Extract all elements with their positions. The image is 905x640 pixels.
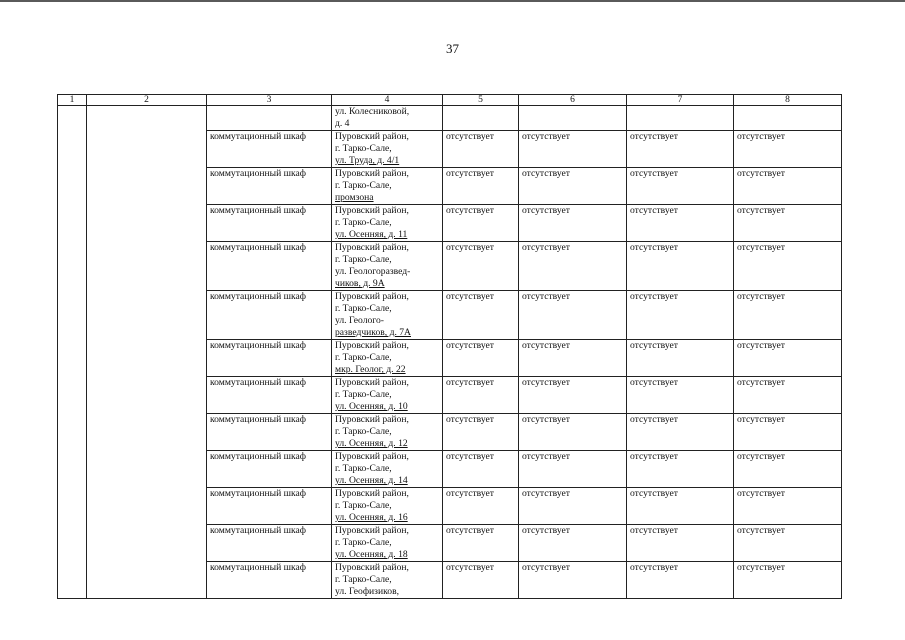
address-line: г. Тарко-Сале, xyxy=(335,254,392,265)
column-6-cell: отсутствует xyxy=(519,377,627,414)
address-cell xyxy=(332,205,443,242)
column-5-cell: отсутствует xyxy=(443,562,519,599)
address-cell xyxy=(332,340,443,377)
address-line: Пуровский район, xyxy=(335,414,409,425)
column-1-cell xyxy=(58,106,87,599)
column-7-cell: отсутствует xyxy=(627,488,734,525)
address-cell xyxy=(332,291,443,340)
address-line: чиков, д. 9А xyxy=(335,278,385,289)
address-line: ул. Колесниковой, xyxy=(335,106,410,117)
header-cell-3: 3 xyxy=(207,95,332,106)
address-line: Пуровский район, xyxy=(335,451,409,462)
column-7-cell xyxy=(627,106,734,131)
address-line: г. Тарко-Сале, xyxy=(335,426,392,437)
address-line: г. Тарко-Сале, xyxy=(335,500,392,511)
column-5-cell: отсутствует xyxy=(443,131,519,168)
column-7-cell: отсутствует xyxy=(627,562,734,599)
column-8-cell: отсутствует xyxy=(734,562,842,599)
column-8-cell: отсутствует xyxy=(734,205,842,242)
header-cell-4: 4 xyxy=(332,95,443,106)
column-5-cell xyxy=(443,106,519,131)
type-cell: коммутационный шкаф xyxy=(207,242,332,291)
type-cell: коммутационный шкаф xyxy=(207,525,332,562)
column-7-cell: отсутствует xyxy=(627,340,734,377)
header-cell-5: 5 xyxy=(443,95,519,106)
column-5-cell: отсутствует xyxy=(443,340,519,377)
column-7-cell: отсутствует xyxy=(627,291,734,340)
address-line: Пуровский район, xyxy=(335,340,409,351)
column-5-cell: отсутствует xyxy=(443,291,519,340)
address-line: промзона xyxy=(335,192,374,203)
column-2-cell xyxy=(87,106,207,599)
address-line: Пуровский район, xyxy=(335,488,409,499)
header-cell-7: 7 xyxy=(627,95,734,106)
column-8-cell: отсутствует xyxy=(734,377,842,414)
column-5-cell: отсутствует xyxy=(443,525,519,562)
address-line: г. Тарко-Сале, xyxy=(335,217,392,228)
address-line: ул. Труда, д. 4/1 xyxy=(335,155,400,166)
column-5-cell: отсутствует xyxy=(443,205,519,242)
column-8-cell: отсутствует xyxy=(734,488,842,525)
address-line: ул. Геолого- xyxy=(335,315,384,326)
type-cell xyxy=(207,106,332,131)
column-7-cell: отсутствует xyxy=(627,525,734,562)
address-line: разведчиков, д. 7А xyxy=(335,327,411,338)
address-line: Пуровский район, xyxy=(335,205,409,216)
address-line: ул. Осенняя, д. 10 xyxy=(335,401,408,412)
column-7-cell: отсутствует xyxy=(627,414,734,451)
type-cell: коммутационный шкаф xyxy=(207,377,332,414)
column-6-cell: отсутствует xyxy=(519,414,627,451)
address-cell xyxy=(332,377,443,414)
column-6-cell: отсутствует xyxy=(519,340,627,377)
type-cell: коммутационный шкаф xyxy=(207,451,332,488)
address-cell xyxy=(332,168,443,205)
column-8-cell xyxy=(734,106,842,131)
column-8-cell: отсутствует xyxy=(734,242,842,291)
column-5-cell: отсутствует xyxy=(443,414,519,451)
header-cell-8: 8 xyxy=(734,95,842,106)
address-line: г. Тарко-Сале, xyxy=(335,303,392,314)
address-line: Пуровский район, xyxy=(335,131,409,142)
column-6-cell: отсутствует xyxy=(519,242,627,291)
table-body xyxy=(58,95,842,599)
address-line: г. Тарко-Сале, xyxy=(335,180,392,191)
header-cell-1: 1 xyxy=(58,95,87,106)
column-7-cell: отсутствует xyxy=(627,377,734,414)
column-6-cell: отсутствует xyxy=(519,168,627,205)
address-line: г. Тарко-Сале, xyxy=(335,537,392,548)
top-border-line xyxy=(0,0,905,2)
type-cell: коммутационный шкаф xyxy=(207,291,332,340)
column-8-cell: отсутствует xyxy=(734,168,842,205)
column-6-cell xyxy=(519,106,627,131)
address-line: Пуровский район, xyxy=(335,525,409,536)
address-cell xyxy=(332,451,443,488)
address-line: ул. Геологоразвед- xyxy=(335,266,411,277)
column-6-cell: отсутствует xyxy=(519,488,627,525)
address-cell xyxy=(332,414,443,451)
column-5-cell: отсутствует xyxy=(443,451,519,488)
column-8-cell: отсутствует xyxy=(734,414,842,451)
column-8-cell: отсутствует xyxy=(734,131,842,168)
column-8-cell: отсутствует xyxy=(734,340,842,377)
address-cell xyxy=(332,131,443,168)
address-cell xyxy=(332,106,443,131)
page-number: 37 xyxy=(446,41,459,56)
column-6-cell: отсутствует xyxy=(519,205,627,242)
column-5-cell: отсутствует xyxy=(443,242,519,291)
type-cell: коммутационный шкаф xyxy=(207,168,332,205)
address-line: Пуровский район, xyxy=(335,168,409,179)
address-line: д. 4 xyxy=(335,118,350,129)
type-cell: коммутационный шкаф xyxy=(207,205,332,242)
type-cell: коммутационный шкаф xyxy=(207,340,332,377)
address-line: г. Тарко-Сале, xyxy=(335,143,392,154)
address-line: Пуровский район, xyxy=(335,291,409,302)
address-cell xyxy=(332,562,443,599)
column-5-cell: отсутствует xyxy=(443,377,519,414)
column-7-cell: отсутствует xyxy=(627,168,734,205)
address-cell xyxy=(332,525,443,562)
type-cell: коммутационный шкаф xyxy=(207,562,332,599)
column-5-cell: отсутствует xyxy=(443,488,519,525)
address-line: г. Тарко-Сале, xyxy=(335,463,392,474)
column-6-cell: отсутствует xyxy=(519,131,627,168)
column-6-cell: отсутствует xyxy=(519,525,627,562)
header-cell-6: 6 xyxy=(519,95,627,106)
column-7-cell: отсутствует xyxy=(627,205,734,242)
address-cell xyxy=(332,488,443,525)
address-line: ул. Геофизиков, xyxy=(335,586,400,597)
address-line: ул. Осенняя, д. 16 xyxy=(335,512,408,523)
address-line: ул. Осенняя, д. 18 xyxy=(335,549,408,560)
address-line: ул. Осенняя, д. 11 xyxy=(335,229,408,240)
address-line: г. Тарко-Сале, xyxy=(335,352,392,363)
address-line: мкр. Геолог, д. 22 xyxy=(335,364,406,375)
column-7-cell: отсутствует xyxy=(627,242,734,291)
column-7-cell: отсутствует xyxy=(627,451,734,488)
type-cell: коммутационный шкаф xyxy=(207,131,332,168)
column-6-cell: отсутствует xyxy=(519,562,627,599)
column-7-cell: отсутствует xyxy=(627,131,734,168)
address-line: Пуровский район, xyxy=(335,242,409,253)
address-line: г. Тарко-Сале, xyxy=(335,389,392,400)
address-cell xyxy=(332,242,443,291)
address-line: г. Тарко-Сале, xyxy=(335,574,392,585)
column-5-cell: отсутствует xyxy=(443,168,519,205)
column-6-cell: отсутствует xyxy=(519,451,627,488)
address-line: ул. Осенняя, д. 12 xyxy=(335,438,408,449)
data-table xyxy=(57,94,842,599)
column-8-cell: отсутствует xyxy=(734,525,842,562)
address-line: ул. Осенняя, д. 14 xyxy=(335,475,408,486)
header-cell-2: 2 xyxy=(87,95,207,106)
column-6-cell: отсутствует xyxy=(519,291,627,340)
address-line: Пуровский район, xyxy=(335,377,409,388)
column-8-cell: отсутствует xyxy=(734,291,842,340)
continuation-row xyxy=(58,106,842,131)
type-cell: коммутационный шкаф xyxy=(207,414,332,451)
address-line: Пуровский район, xyxy=(335,562,409,573)
type-cell: коммутационный шкаф xyxy=(207,488,332,525)
column-8-cell: отсутствует xyxy=(734,451,842,488)
header-row xyxy=(58,95,842,106)
